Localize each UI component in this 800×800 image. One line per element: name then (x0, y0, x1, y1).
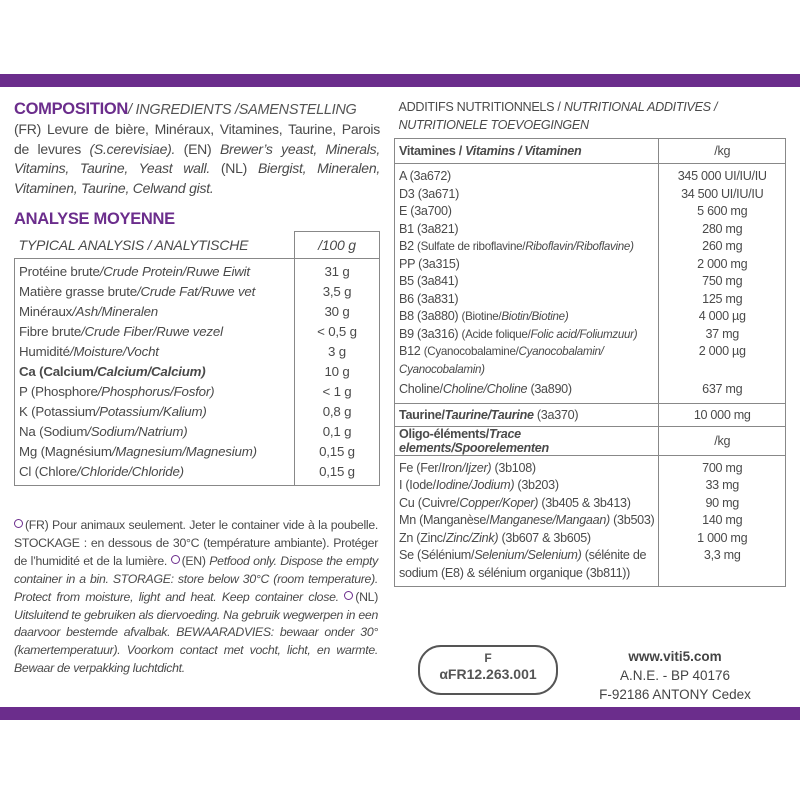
circle-bullet-icon (14, 519, 23, 528)
vitamin-label: A (3a672) (399, 169, 451, 183)
vitamin-row-label (399, 381, 654, 399)
trace-code: (3b108) (494, 460, 536, 475)
analysis-row-value: 30 g (324, 304, 350, 319)
analysis-fr-label: Protéine brute (19, 264, 100, 279)
trace-row-value: 90 mg (705, 495, 739, 510)
trace-other: Copper/Koper) (459, 495, 539, 510)
vitamin-row-value: 280 mg (702, 221, 743, 236)
analysis-title: ANALYSE MOYENNE (14, 210, 175, 228)
vitamin-label: B6 (3a831) (399, 291, 459, 306)
trace-row-value-spacer (663, 565, 781, 583)
trace-other: Selenium/Selenium) (474, 548, 582, 562)
analysis-other-label: /Magnesium/Magnesium) (111, 444, 257, 459)
analysis-other-label: /Crude Fat/Ruwe vet (136, 284, 256, 299)
trace-row-value: 1 000 mg (697, 530, 748, 545)
analysis-other-label: /Crude Protein/Ruwe Eiwit (99, 264, 250, 279)
trace-row-value: 140 mg (702, 513, 743, 527)
analysis-other-label: /Potassium/Kalium) (95, 404, 207, 419)
vitamin-row-label (399, 221, 654, 239)
analysis-row-label (19, 422, 290, 442)
trace-other: Manganese/Mangaan) (489, 513, 610, 527)
analysis-row-label (19, 342, 290, 362)
analysis-row-label (19, 362, 290, 382)
vitamin-row-value: 2 000 mg (697, 256, 748, 271)
vitamin-row-label (399, 308, 654, 326)
vitamin-extra: (Cyanocobalamine/ (423, 345, 519, 358)
company-address: www.viti5.com A.N.E. - BP 40176 F-92186 ANTONY Cedex (586, 647, 764, 704)
vitamin-row-label (399, 326, 654, 344)
vitamins-rows (395, 164, 786, 404)
trace-rows (395, 455, 786, 587)
analysis-fr-label: Fibre brute (19, 324, 82, 339)
trace-header-row: Oligo-éléments/Trace elements/Spoorelementen /kg (395, 426, 786, 455)
additives-header: ADDITIFS NUTRITIONNELS / NUTRITIONAL ADDITIVES / NUTRITIONELE TOEVOEGINGEN (395, 96, 786, 139)
analysis-row-value: 0,15 g (319, 444, 355, 459)
vitamin-row-value: 345 000 UI/IU/IU (677, 169, 767, 183)
analysis-other-label: /Calcium/Calcium) (93, 364, 206, 379)
vitamin-label: B9 (3a316) (399, 326, 459, 341)
vitamin-row-label (399, 186, 654, 204)
trace-fr: Se (Sélénium/ (399, 548, 475, 562)
vitamin-row-value: 260 mg (702, 239, 743, 253)
additives-table (394, 96, 786, 587)
analysis-values-cell (295, 259, 380, 486)
vitamin-row-value: 750 mg (702, 274, 743, 288)
trace-row-label (399, 547, 654, 565)
circle-bullet-icon (344, 591, 353, 600)
vitamin-label-italic: Choline/Choline (442, 382, 528, 396)
trace-other: Iodine/Jodium) (435, 478, 515, 492)
vitamin-extra-italic: Riboflavin/Riboflavine) (525, 240, 634, 253)
trace-other: Zinc/Zink) (445, 530, 499, 545)
website-text: www.viti5.com (628, 649, 722, 664)
analysis-row-label (19, 302, 290, 322)
trace-code: (sélénite de (584, 548, 647, 562)
vitamin-extra: (3a890) (530, 382, 572, 396)
analysis-row-value: 31 g (324, 264, 350, 279)
analysis-header-row (15, 232, 380, 259)
trace-row-label (399, 512, 654, 530)
trace-code: (3b203) (517, 478, 559, 492)
vitamin-row-label (399, 238, 654, 256)
top-purple-bar (0, 74, 800, 87)
analysis-fr-label: Matière grasse brute (19, 284, 137, 299)
analysis-fr-label: Ca (Calcium (19, 364, 94, 379)
analysis-row-value: 0,1 g (322, 424, 352, 439)
taurine-row: Taurine/Taurine/Taurine (3a370) 10 000 mg (395, 403, 786, 426)
trace-row-label (399, 460, 654, 478)
right-column (394, 96, 786, 587)
vitamin-label: E (3a700) (399, 204, 452, 218)
vitamin-label: B5 (3a841) (399, 274, 459, 288)
analysis-row-label (19, 322, 290, 342)
vitamin-row-value: 37 mg (705, 326, 739, 341)
vitamin-label: PP (3a315) (399, 256, 460, 271)
vitamin-row-value: 125 mg (702, 291, 743, 306)
vitamin-row-value: 5 600 mg (697, 204, 748, 218)
analysis-fr-label: Na (Sodium (19, 424, 88, 439)
analysis-row-value: < 1 g (322, 384, 352, 399)
trace-code: (3b503) (613, 513, 655, 527)
analysis-row-value: 3 g (328, 344, 346, 359)
analysis-other-label: /Sodium/Natrium) (87, 424, 188, 439)
vitamin-extra: (Sulfate de riboflavine/ (417, 240, 526, 253)
vitamin-row-value: 637 mg (702, 382, 743, 396)
trace-row-label (399, 495, 654, 513)
analysis-row-value: 3,5 g (322, 284, 352, 299)
analysis-row-label (19, 282, 290, 302)
vitamin-row-value: 34 500 UI/IU/IU (681, 186, 764, 201)
circle-bullet-icon (171, 555, 180, 564)
analysis-fr-label: K (Potassium (19, 404, 96, 419)
approval-oval-logo: F αFR12.263.001 (418, 645, 558, 695)
trace-code: (3b405 & 3b413) (541, 495, 631, 510)
analysis-rows (15, 259, 380, 486)
vitamin-row-label-cont: Cyanocobalamin) (399, 362, 485, 376)
vitamin-extra-italic: Biotin/Biotine) (501, 310, 569, 323)
analysis-header-unit: /100 g (295, 232, 380, 259)
vitamin-row-label (399, 343, 654, 361)
analysis-row-value: < 0,5 g (317, 324, 357, 339)
trace-row-value: 700 mg (702, 460, 743, 475)
analysis-other-label: /Ash/Mineralen (72, 304, 158, 319)
analysis-fr-label: Humidité (19, 344, 70, 359)
vitamin-extra: (Acide folique/ (461, 327, 531, 341)
analysis-row-label (19, 442, 290, 462)
vitamin-label: Choline/ (399, 382, 443, 396)
trace-fr: Fe (Fer/ (399, 460, 442, 475)
trace-row-label (399, 530, 654, 548)
usage-notes: (FR) Pour animaux seulement. Jeter le container vide à la poubelle. STOCKAGE : en dessous de 30°C (température ambiante). Protéger de l’humidité et de la lumière. (EN) Petfood only. Dispose the empty container in a bin. STORAGE: store below 30°C (room temperature). Protect from moisture, light and heat. Keep container close. (NL) Uitsluitend te gebruiken als diervoeding. Na gebruik wegwerpen in een daarvoor bestemde afvalbak. BEWAARADVIES: bewaar onder 30° (kamertemperatuur). Voorkom contact met vocht, licht, en warmte. Bewaar de verpakking luchtdicht. (14, 518, 378, 676)
analysis-fr-label: Cl (Chlore (19, 464, 77, 479)
vitamin-row-label (399, 168, 654, 186)
trace-fr: I (Iode/ (399, 478, 436, 492)
trace-row-value: 3,3 mg (703, 548, 741, 562)
vitamins-header-row: Vitamines / Vitamins / Vitaminen /kg (395, 139, 786, 164)
analysis-row-value: 0,8 g (322, 404, 352, 419)
trace-row-label-cont: sodium (E8) & sélénium organique (3b811)) (399, 565, 631, 580)
analysis-row-label (19, 402, 290, 422)
analysis-fr-label: Minéraux (19, 304, 73, 319)
vitamin-label: B2 (399, 239, 414, 253)
trace-code: (3b607 & 3b605) (501, 530, 591, 545)
trace-fr: Cu (Cuivre/ (399, 495, 460, 510)
trace-other: Iron/Ijzer) (441, 460, 492, 475)
analysis-fr-label: Mg (Magnésium (19, 444, 112, 459)
analysis-row-label (19, 382, 290, 402)
trace-fr: Mn (Manganèse/ (399, 513, 490, 527)
analysis-row-value: 0,15 g (319, 464, 355, 479)
analysis-table (14, 231, 380, 486)
analysis-header-label: TYPICAL ANALYSIS / ANALYTISCHE (15, 232, 295, 259)
composition-title: COMPOSITION/ INGREDIENTS /SAMENSTELLING (14, 100, 357, 118)
trace-row-value: 33 mg (705, 478, 739, 492)
trace-row-label (399, 477, 654, 495)
vitamin-label: B1 (3a821) (399, 221, 459, 236)
vitamin-row-value: 2 000 µg (698, 344, 746, 358)
vitamin-label: B8 (3a880) (399, 309, 459, 323)
vitamin-row-label (399, 203, 654, 221)
vitamin-label: B12 (399, 344, 421, 358)
analysis-other-label: /Moisture/Vocht (69, 344, 159, 359)
analysis-labels-cell (15, 259, 295, 486)
vitamin-extra: (Biotine/ (461, 310, 502, 323)
bottom-purple-bar (0, 707, 800, 720)
left-column (14, 100, 380, 486)
vitamin-extra-italic: Folic acid/Foliumzuur) (530, 327, 638, 341)
vitamin-row-value-spacer (663, 361, 781, 379)
composition-text: (FR) Levure de bière, Minéraux, Vitamines, Taurine, Parois de levures (S.cerevisiae). (EN) Brewer’s yeast, Minerals, Vitamins, Taurine, Yeast wall. (NL) Biergist, Mineralen, Vitaminen, Taurine, Celwand gist. (14, 121, 381, 196)
analysis-row-value: 10 g (324, 364, 350, 379)
vitamin-row-value: 4 000 µg (698, 309, 746, 323)
analysis-other-label: /Phosphorus/Fosfor) (97, 384, 215, 399)
trace-fr: Zn (Zinc/ (399, 530, 446, 545)
vitamin-row-label (399, 273, 654, 291)
vitamin-row-label (399, 291, 654, 309)
analysis-other-label: /Crude Fiber/Ruwe vezel (81, 324, 223, 339)
vitamin-label: D3 (3a671) (399, 186, 460, 201)
analysis-other-label: /Chloride/Chloride) (76, 464, 184, 479)
analysis-fr-label: P (Phosphore (19, 384, 98, 399)
analysis-row-label (19, 262, 290, 282)
analysis-row-label (19, 462, 290, 482)
vitamin-extra-italic: Cyanocobalamin/ (518, 345, 604, 358)
vitamin-row-label (399, 256, 654, 274)
